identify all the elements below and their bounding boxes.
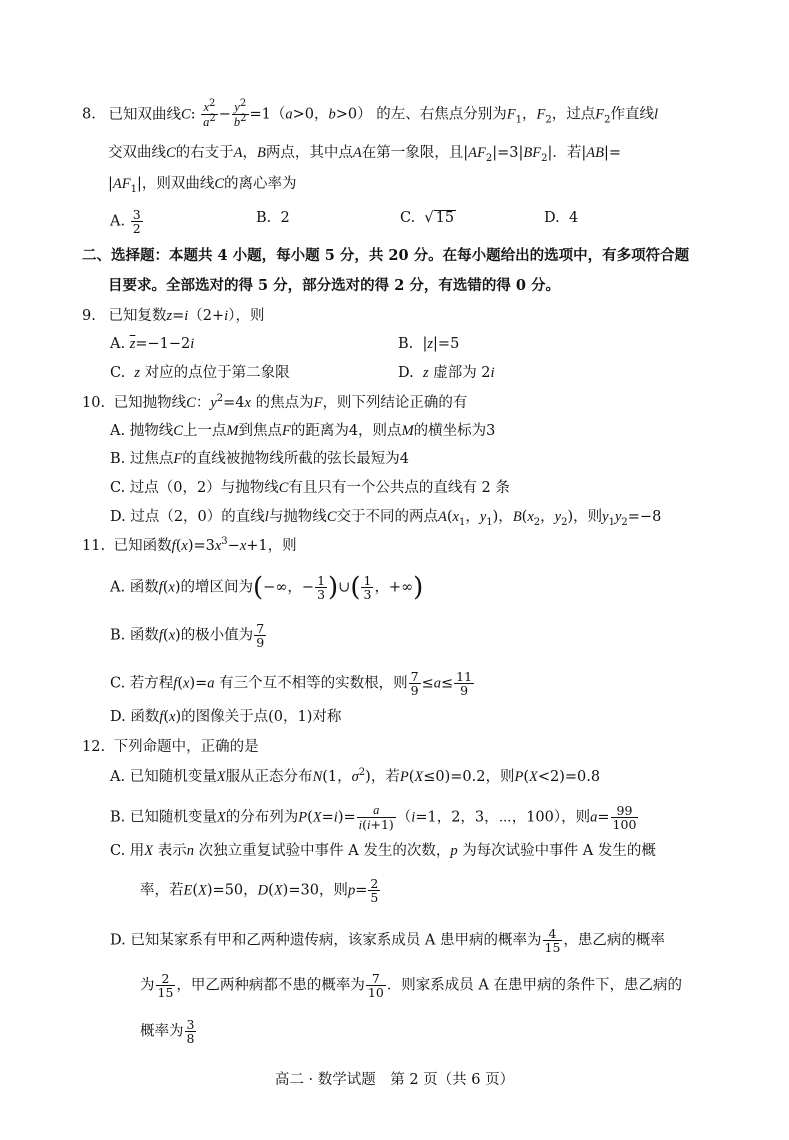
q12-option-c-line1: C. 用X 表示n 次独立重复试验中事件 A 发生的次数，p 为每次试验中事件 A 发生的概 <box>110 843 656 859</box>
q8-opt-c-value: 15 <box>435 210 455 226</box>
q8-stem-d: 作直线 <box>610 106 654 123</box>
q10-d4: ，则 <box>573 509 603 525</box>
q12-b2: 的分布列为 <box>225 809 299 826</box>
q12-option-d-line3: 概率为 $\frac{3}{8}$ <box>140 1017 195 1046</box>
q10-b2: 的直线被抛物线所截的弦长最短为4 <box>182 451 409 467</box>
q12-a3: ，若 <box>370 769 400 785</box>
q11-option-b: B. 函数f(x)的极小值为 $\frac{7}{9}$ <box>110 621 265 650</box>
q9-opt-d-text: 虚部为 2 <box>433 365 491 381</box>
q11-stem-b: ，则 <box>267 538 297 554</box>
q11-b2: 的极小值为 <box>180 627 254 644</box>
q12-a4: ，则 <box>485 769 515 785</box>
q11-option-c: C. 若方程f(x)=a 有三个互不相等的实数根，则 $\frac{7}{9}$ ≤a≤ $\frac{11}{9}$ <box>110 669 473 698</box>
q9-number: 9. <box>82 308 96 324</box>
q9-opt-a-label: A. <box>110 336 126 352</box>
q8-opt-b-value: 2 <box>280 210 290 226</box>
q8-stem-c: ，过点 <box>551 106 596 123</box>
q12-option-d-line2: 为 $\frac{2}{15}$ ，甲乙两种病都不患的概率为 $\frac{7}{10}$ ．则家系成员 A 在患甲病的条件下，患乙病的 <box>140 971 683 1000</box>
q12-d5: ．则家系成员 A 在患甲病的条件下，患乙病的 <box>386 977 683 994</box>
q11-stem-a: 已知函数 <box>113 538 172 554</box>
q8-option-c: C. √ 15 <box>400 210 455 226</box>
q12-number: 12. <box>82 739 106 755</box>
q9-option-a: A. $\overline{z}=-1-2i$ <box>110 336 195 352</box>
q8-opt-d-label: D. <box>544 210 560 226</box>
q8-frac-x: $\frac{x^2}{a^2}$ <box>203 97 216 129</box>
q11-b1: B. 函数 <box>110 627 159 644</box>
q12-option-a: A. 已知随机变量X服从正态分布N(1，$\sigma^2$)，若P(X≤0)=0.2，则P(X<2)=0.8 <box>110 767 601 785</box>
q9-option-d: D. z 虚部为 2i <box>398 365 495 381</box>
q12-d4: ，甲乙两种病都不患的概率为 <box>176 977 365 994</box>
q10-a4: 的距离为4，则点 <box>290 423 402 439</box>
q8-option-a <box>110 208 144 235</box>
q10-option-a: A. 抛物线C上一点M到焦点F的距离为4，则点M的横坐标为3 <box>110 423 496 439</box>
q8-option-b <box>256 208 290 228</box>
q10-c2: 有且只有一个公共点的直线有 2 条 <box>288 480 510 496</box>
q8-l2b: 的右支于 <box>175 145 234 161</box>
q9-option-c: C. z 对应的点位于第二象限 <box>110 365 290 381</box>
q12-c2: 表示 <box>157 843 187 859</box>
q9-opt-c-label: C. <box>110 365 126 381</box>
q8-opt-a-frac: $\frac{3}{2}$ <box>132 207 141 236</box>
q11-number: 11. <box>82 538 106 554</box>
q12-c1: C. 用 <box>110 843 145 859</box>
q12-a2: 服从正态分布 <box>225 769 313 785</box>
q8-frac-y: $\frac{y^2}{b^2}$ <box>233 97 247 129</box>
q12-a1: A. 已知随机变量 <box>110 769 217 785</box>
q9-opt-b-label: B. <box>398 336 414 352</box>
q12-d2: ，患乙病的概率 <box>563 932 665 949</box>
q12-stem <box>82 737 259 757</box>
q12-c3: 次独立重复试验中事件 A 发生的次数， <box>198 843 451 859</box>
q12-b1: B. 已知随机变量 <box>110 809 217 826</box>
q10-a3: 到焦点 <box>238 423 282 439</box>
q10-option-d: D. 过点（2，0）的直线l与抛物线C交于不同的两点$A(x_1$，$y_1$)，$B(x_2$，$y_2$)，则$y_1y_2=-8$ <box>110 509 662 528</box>
q10-d1: D. 过点（2，0）的直线 <box>110 509 265 525</box>
q10-d2: 与抛物线 <box>268 509 327 525</box>
q12-option-d-line1: D. 已知某家系有甲和乙两种遗传病，该家系成员 A 患甲病的概率为 $\frac{4}{15}$ ，患乙病的概率 <box>110 926 665 955</box>
q8-l2a: 交双曲线 <box>108 145 166 161</box>
q10-stem-b: 的焦点为 <box>255 395 314 411</box>
q12-d6: 概率为 <box>140 1023 184 1040</box>
q10-option-c: C. 过点（0，2）与抛物线C有且只有一个公共点的直线有 2 条 <box>110 480 510 496</box>
q10-a5: 的横坐标为3 <box>413 423 496 439</box>
q10-stem: 10. 已知抛物线C：$y^2=4x$ 的焦点为F，则下列结论正确的有 <box>82 393 468 411</box>
q8-curve: C <box>180 106 191 123</box>
q12-c5: 率，若 <box>140 882 184 899</box>
q9-opt-c-text: 对应的点位于第二象限 <box>144 365 290 381</box>
q8-l3a: ，则双曲线 <box>141 176 215 192</box>
page-footer: 高二 · 数学试题 第 2 页（共 6 页） <box>274 1072 515 1088</box>
q8-line1: 8. 已知双曲线C: $\frac{x^2}{a^2}$ − $\frac{y^2}{b^2}$ =1（a>0，b>0） 的左、右焦点分别为$F_1$，$F_2$，过点$F_2$作直线l <box>82 97 658 129</box>
q10-a2: 上一点 <box>182 423 227 439</box>
q12-c4: 为每次试验中事件 A 发生的概 <box>462 843 656 859</box>
section2-line2: 目要求。全部选对的得 5 分，部分选对的得 2 分，有选错的得 0 分。 <box>108 277 561 294</box>
q8-line2: 交双曲线C的右支于A，B两点，其中点A在第一象限，且$|AF_2|=3|BF_2|$．若|AB|= <box>108 145 622 164</box>
q8-opt-b-label: B. <box>256 210 272 226</box>
q8-number: 8. <box>82 106 96 123</box>
q10-b1: B. 过焦点 <box>110 451 174 467</box>
q8-line3: $|AF_1|$，则双曲线C的离心率为 <box>108 176 297 195</box>
q10-number: 10. <box>82 395 106 411</box>
q9-stem: 9. 已知复数z=i（2+i），则 <box>82 308 265 324</box>
q8-opt-c-label: C. <box>400 210 416 226</box>
q8-opt-d-value: 4 <box>568 210 579 226</box>
q12-d3: 为 <box>140 977 155 994</box>
q11-a2: 的增区间为 <box>180 579 254 596</box>
q11-option-a: A. 函数f(x)的增区间为(−∞，− $\frac{1}{3}$ )∪( $\frac{1}{3}$ ，+∞) <box>110 572 424 603</box>
q11-d2: 的图像关于点(0，1)对称 <box>181 709 342 725</box>
section2-line1: 二、选择题：本题共 4 小题，每小题 5 分，共 20 分。在每小题给出的选项中，有多项符合题 <box>82 247 690 264</box>
q11-c2: 有三个互不相等的实数根，则 <box>219 675 408 692</box>
q11-option-d: D. 函数f(x)的图像关于点(0，1)对称 <box>110 709 342 725</box>
q10-option-b: B. 过焦点F的直线被抛物线所截的弦长最短为4 <box>110 451 409 467</box>
q10-c1: C. 过点（0，2）与抛物线 <box>110 480 279 496</box>
q10-d3: 交于不同的两点 <box>336 509 438 525</box>
q8-option-d <box>544 208 578 228</box>
q12-stem-text: 下列命题中，正确的是 <box>113 739 259 755</box>
q9-opt-d-label: D. <box>398 365 414 381</box>
q8-l2e: ．若 <box>552 145 582 161</box>
q8-l2d: 在第一象限，且 <box>361 145 464 161</box>
q9-stem-end: ，则 <box>235 308 265 324</box>
q12-c6: ，则 <box>318 882 348 899</box>
q11-c1: C. 若方程 <box>110 675 174 692</box>
q8-l2c: 两点，其中点 <box>265 145 353 161</box>
q12-d1: D. 已知某家系有甲和乙两种遗传病，该家系成员 A 患甲病的概率为 <box>110 932 542 949</box>
q9-option-b: B. |z|=5 <box>398 336 460 352</box>
q8-stem: 已知双曲线 <box>108 106 181 123</box>
q11-stem: 11. 已知函数$f(x)=3x^3-x+1$，则 <box>82 536 297 554</box>
q8-opt-a-label: A. <box>110 213 126 230</box>
q11-a1: A. 函数 <box>110 579 159 596</box>
q8-stem-b: 的左、右焦点分别为 <box>376 106 507 123</box>
q10-a1: A. 抛物线 <box>110 423 174 439</box>
q10-stem-c: ，则下列结论正确的有 <box>322 395 468 411</box>
q12-option-c-line2: 率，若E(X)=50，D(X)=30，则p= $\frac{2}{5}$ <box>140 876 379 905</box>
q8-l3b: 的离心率为 <box>224 176 297 192</box>
q12-option-b: B. 已知随机变量X的分布列为P(X=i)= $\frac{a}{i(i+1)}$ （i=1，2，3，⋯，100），则a= $\frac{99}{100}$ <box>110 803 637 832</box>
q11-d1: D. 函数 <box>110 709 160 725</box>
q9-stem-text: 已知复数 <box>108 308 167 324</box>
q12-b3: ，则 <box>561 809 591 826</box>
q10-stem-a: 已知抛物线 <box>113 395 187 411</box>
